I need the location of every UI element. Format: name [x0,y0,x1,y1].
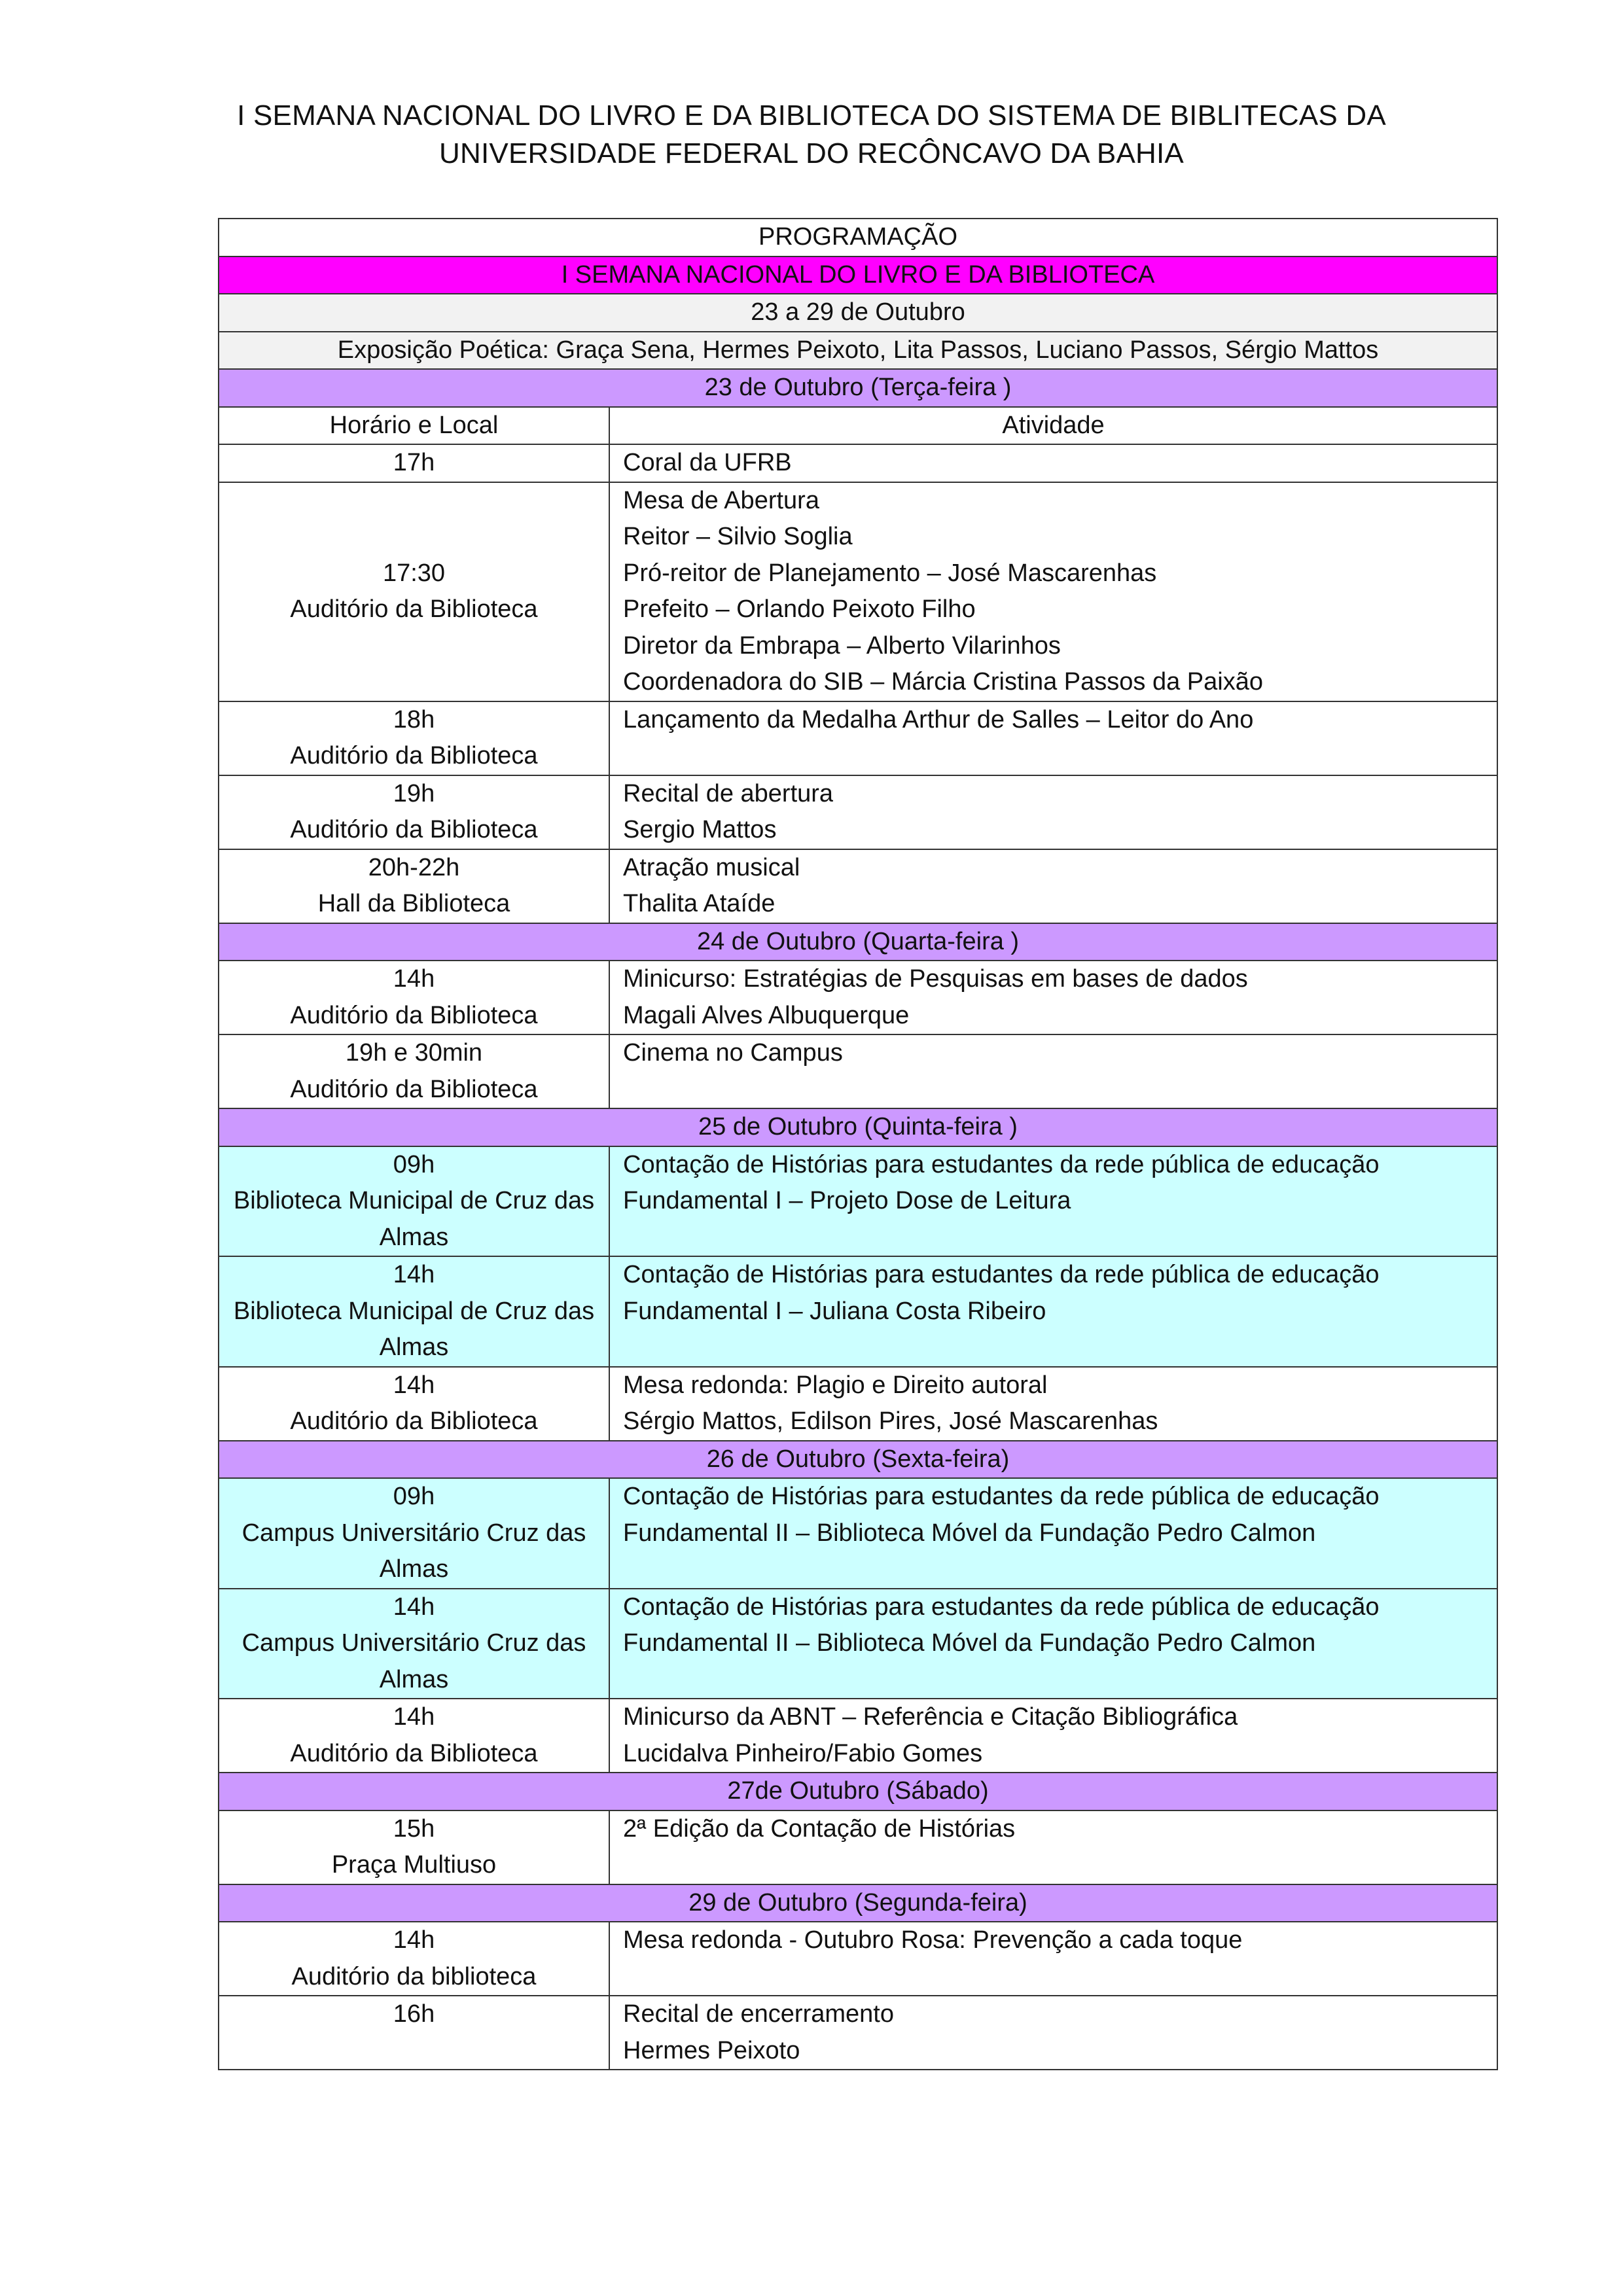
schedule-row [219,1996,1497,2070]
schedule-row [219,1699,1497,1773]
event-name-row [219,256,1497,294]
time: 18h [393,705,435,733]
day-row [219,1773,1497,1810]
document-title [0,97,1623,173]
activity-cell [609,1810,1497,1884]
time-place-cell [219,1810,609,1884]
day-label: 27de Outubro (Sábado) [219,1773,1497,1810]
activity-cell [609,1034,1497,1108]
schedule-row [219,1922,1497,1996]
activity-line: Thalita Ataíde [623,890,776,917]
activity-line: Pró-reitor de Planejamento – José Mascarenhas [623,559,1157,587]
place: Auditório da Biblioteca [290,1739,538,1767]
place: Auditório da Biblioteca [290,816,538,843]
activity-line: Atração musical [623,853,800,881]
activity-spacer [623,738,1484,775]
event-name: I SEMANA NACIONAL DO LIVRO E DA BIBLIOTECA [561,260,1155,289]
column-header-row [219,407,1497,445]
activity-cell [609,1256,1497,1367]
activity-line: Mesa redonda: Plagio e Direito autoral [623,1371,1048,1399]
period: 23 a 29 de Outubro [219,294,1497,332]
time-place-cell [219,849,609,923]
schedule-row [219,701,1497,775]
time: 14h [393,965,435,993]
column-header-atividade: Atividade [609,407,1497,445]
time: 19h [393,779,435,807]
schedule-row [219,1367,1497,1441]
activity-line: Contação de Histórias para estudantes da rede pública de educação [623,1150,1380,1178]
time: 20h-22h [368,853,460,881]
time-place-cell [219,961,609,1034]
time: 14h [393,1371,435,1399]
activity-line: Reitor – Silvio Soglia [623,523,853,550]
activity-line: Fundamental I – Projeto Dose de Leitura [623,1187,1071,1214]
activity-line: Contação de Histórias para estudantes da rede pública de educação [623,1261,1380,1288]
activity-line: Mesa redonda - Outubro Rosa: Prevenção a cada toque [623,1926,1243,1954]
place: Auditório da Biblioteca [290,1407,538,1435]
activity-line: Coordenadora do SIB – Márcia Cristina Passos da Paixão [623,668,1263,696]
programacao-row [219,219,1497,256]
activity-cell [609,444,1497,482]
schedule-row [219,1478,1497,1589]
place: Hall da Biblioteca [317,890,510,917]
place: Biblioteca Municipal de Cruz das Almas [233,1187,595,1251]
place: Auditório da Biblioteca [290,595,538,623]
time: 14h [393,1703,435,1731]
place: Biblioteca Municipal de Cruz das Almas [233,1297,595,1361]
schedule-row [219,1256,1497,1367]
activity-line: Magali Alves Albuquerque [623,1001,910,1029]
activity-cell [609,961,1497,1034]
activity-line: Contação de Histórias para estudantes da rede pública de educação [623,1593,1380,1621]
day-label: 24 de Outubro (Quarta-feira ) [219,923,1497,961]
activity-line: Coral da UFRB [623,449,792,476]
time: 14h [393,1261,435,1288]
activity-line: Prefeito – Orlando Peixoto Filho [623,595,976,623]
place: Campus Universitário Cruz das Almas [241,1519,586,1583]
activity-spacer [623,1959,1484,1996]
activity-cell [609,482,1497,701]
time-place-cell [219,701,609,775]
period-row [219,294,1497,332]
activity-line: Lançamento da Medalha Arthur de Salles – Leitor do Ano [623,705,1254,733]
time: 09h [393,1483,435,1510]
activity-cell [609,1478,1497,1589]
day-label: 26 de Outubro (Sexta-feira) [219,1441,1497,1479]
schedule-row [219,482,1497,701]
time: 16h [393,2000,435,2028]
event-name-cell [219,256,1497,294]
activity-cell [609,1996,1497,2070]
activity-line: Recital de encerramento [623,2000,894,2028]
day-label: 29 de Outubro (Segunda-feira) [219,1884,1497,1922]
activity-line: Contação de Histórias para estudantes da rede pública de educação [623,1483,1380,1510]
time: 19h e 30min [345,1039,483,1067]
place: Auditório da biblioteca [291,1962,537,1990]
schedule-row [219,444,1497,482]
activity-line: Minicurso da ABNT – Referência e Citação Bibliográfica [623,1703,1238,1731]
time: 14h [393,1593,435,1621]
schedule-row [219,1810,1497,1884]
activity-cell [609,775,1497,849]
column-header-horario: Horário e Local [219,407,609,445]
activity-line: Sergio Mattos [623,816,777,843]
program-table-body [219,219,1497,2070]
time-place-cell [219,1256,609,1367]
day-label: 23 de Outubro (Terça-feira ) [219,369,1497,407]
time-place-cell [219,1996,609,2070]
schedule-row [219,961,1497,1034]
place: Auditório da Biblioteca [290,1001,538,1029]
time-place-cell [219,1367,609,1441]
activity-line: Diretor da Embrapa – Alberto Vilarinhos [623,631,1061,660]
document-title-line-1: I SEMANA NACIONAL DO LIVRO E DA BIBLIOTECA DO SISTEMA DE BIBLITECAS DA [237,99,1386,132]
time-place-cell [219,1922,609,1996]
day-row [219,369,1497,407]
activity-cell [609,1589,1497,1699]
schedule-row [219,1146,1497,1257]
day-label: 25 de Outubro (Quinta-feira ) [219,1108,1497,1146]
activity-line: Hermes Peixoto [623,2036,800,2064]
time-place-cell [219,1699,609,1773]
time: 17:30 [382,559,446,587]
activity-line: Cinema no Campus [623,1039,843,1067]
schedule-row [219,849,1497,923]
schedule-row [219,1034,1497,1108]
activity-line: Fundamental I – Juliana Costa Ribeiro [623,1297,1046,1325]
place: Campus Universitário Cruz das Almas [241,1629,586,1693]
time-place-cell [219,1589,609,1699]
day-row [219,1108,1497,1146]
activity-line: 2ª Edição da Contação de Histórias [623,1814,1016,1843]
time-place-cell [219,1034,609,1108]
time-place-cell [219,775,609,849]
time-place-cell [219,482,609,701]
activity-spacer [623,1072,1484,1108]
activity-cell [609,849,1497,923]
programacao-heading: PROGRAMAÇÃO [219,219,1497,256]
activity-line: Fundamental II – Biblioteca Móvel da Fundação Pedro Calmon [623,1519,1316,1547]
time: 15h [393,1814,435,1843]
activity-line: Mesa de Abertura [623,486,819,514]
activity-cell [609,1699,1497,1773]
time-place-cell [219,444,609,482]
activity-cell [609,701,1497,775]
day-row [219,923,1497,961]
time: 09h [393,1150,435,1178]
place: Auditório da Biblioteca [290,742,538,769]
activity-line: Minicurso: Estratégias de Pesquisas em bases de dados [623,965,1248,993]
activity-line: Recital de abertura [623,779,834,807]
schedule-row [219,1589,1497,1699]
activity-line: Fundamental II – Biblioteca Móvel da Fundação Pedro Calmon [623,1629,1316,1657]
activity-spacer [623,1847,1484,1884]
activity-line: Sérgio Mattos, Edilson Pires, José Mascarenhas [623,1407,1158,1435]
place: Praça Multiuso [331,1851,497,1879]
time-place-cell [219,1146,609,1257]
exposicao-row [219,332,1497,370]
day-row [219,1441,1497,1479]
activity-cell [609,1367,1497,1441]
document-title-line-2: UNIVERSIDADE FEDERAL DO RECÔNCAVO DA BAHIA [439,137,1184,169]
activity-cell [609,1146,1497,1257]
exposicao: Exposição Poética: Graça Sena, Hermes Peixoto, Lita Passos, Luciano Passos, Sérgio Mattos [219,332,1497,370]
time-place-cell [219,1478,609,1589]
activity-cell [609,1922,1497,1996]
day-row [219,1884,1497,1922]
program-table [218,218,1498,2070]
time: 14h [393,1926,435,1954]
time: 17h [393,449,435,476]
place: Auditório da Biblioteca [290,1075,538,1103]
schedule-row [219,775,1497,849]
activity-line: Lucidalva Pinheiro/Fabio Gomes [623,1739,983,1767]
